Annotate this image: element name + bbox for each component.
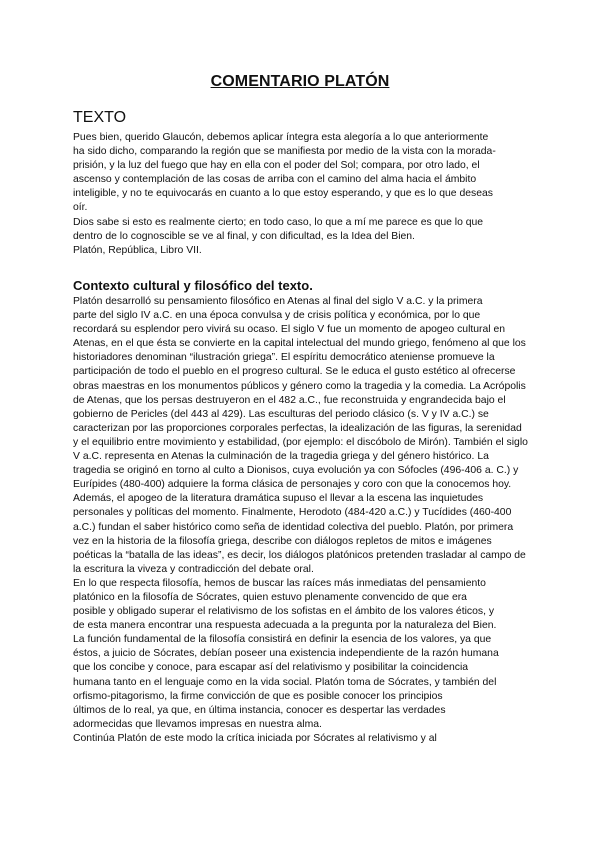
text-line: parte del siglo IV a.C. en una época convulsa y de crisis política y económica, por lo que — [73, 310, 481, 322]
text-line: Atenas, en el que ésta se convierte en la capital intelectual del mundo griego, fenómeno al que los — [73, 338, 526, 350]
document-title: COMENTARIO PLATÓN — [210, 73, 390, 90]
text-line: Continúa Platón de este modo la crítica iniciada por Sócrates al relativismo y al — [73, 732, 437, 744]
text-line: poéticas la “batalla de las ideas”, es decir, los diálogos platónicos pretenden trasladar al campo de — [73, 549, 526, 561]
contexto-paragraph — [73, 295, 543, 746]
text-line: personales y políticas del momento. Finalmente, Herodoto (484-420 a.C.) y Tucídides (460-400 — [73, 507, 512, 519]
text-line: orfismo-pitagorismo, la firme convicción de que es posible conocer los principios — [73, 690, 443, 702]
text-line: gobierno de Pericles (del 443 al 429). Las esculturas del periodo clásico (s. V y IV a.C.) se — [73, 408, 489, 420]
text-line: éstos, a juicio de Sócrates, debían poseer una existencia independiente de la razón humana — [73, 648, 499, 660]
text-line: obras maestras en los monumentos públicos y género como la tragedia y la comedia. La Acrópolis — [73, 380, 526, 392]
text-line: En lo que respecta filosofía, hemos de buscar las raíces más inmediatas del pensamiento — [73, 577, 486, 589]
text-line: oír. — [73, 202, 88, 214]
text-line: historiadores denominan “ilustración griega”. El espíritu democrático ateniense promueve la — [73, 352, 495, 364]
text-line: humana tanto en el lenguaje como en la vida social. Platón toma de Sócrates, y también del — [73, 676, 497, 688]
text-line: recordará su esplendor pero vivirá su ocaso. El siglo V fue un momento de apogeo cultural en — [73, 324, 506, 336]
text-line: V a.C. representa en Atenas la culminación de la tragedia griega y del género histórico. La — [73, 451, 489, 463]
text-line: ha sido dicho, comparando la región que se manifiesta por medio de la vista con la morada- — [73, 146, 496, 158]
text-line: Además, el apogeo de la literatura dramática supuso el llevar a la escena las inquietudes — [73, 493, 484, 505]
text-line: inteligible, y no te equivocarás en cuanto a lo que estoy esperando, y que es lo que deseas — [73, 188, 493, 200]
text-line: La función fundamental de la filosofía consistirá en definir la esencia de los valores, ya que — [73, 634, 492, 646]
text-line: Platón desarrolló su pensamiento filosófico en Atenas al final del siglo V a.C. y la primera — [73, 296, 483, 307]
text-line: platónico en la filosofía de Sócrates, quien estuvo plenamente convencido de que era — [73, 591, 467, 603]
text-line: la escritura la viveza y contradicción del debate oral. — [73, 563, 314, 575]
text-line: vez en la historia de la filosofía griega, describe con diálogos repletos de mitos e imágenes — [73, 535, 492, 547]
section-heading-texto: TEXTO — [73, 109, 127, 126]
text-line: y el equilibrio entre movimiento y estabilidad, (por ejemplo: el discóbolo de Mirón). También el siglo — [73, 436, 528, 448]
texto-paragraph — [73, 131, 543, 258]
text-line: caracterizan por las proporciones corporales perfectas, la idealización de las figuras, la serenidad — [73, 422, 522, 434]
text-line: adormecidas que llevamos impresas en nuestra alma. — [73, 718, 322, 730]
text-line: ascenso y contemplación de las cosas de arriba con el camino del alma hacia el ámbito — [73, 174, 477, 186]
text-line: de Atenas, que los persas destruyeron en el 482 a.C., fue reconstruida y engrandecida bajo el — [73, 394, 506, 406]
text-line: Eurípides (480-400) adquiere la forma clásica de personajes y coro con que la conocemos hoy. — [73, 479, 512, 491]
text-line: Dios sabe si esto es realmente cierto; en todo caso, lo que a mí me parece es que lo que — [73, 216, 484, 228]
section-heading-contexto: Contexto cultural y filosófico del texto. — [73, 278, 313, 293]
text-line: Pues bien, querido Glaucón, debemos aplicar íntegra esta alegoría a lo que anteriormente — [73, 132, 489, 143]
text-line: Platón, República, Libro VII. — [73, 244, 202, 256]
text-line: posible y obligado superar el relativismo de los sofistas en el ámbito de los valores éticos, y — [73, 606, 495, 618]
text-line: dentro de lo cognoscible se ve al final, y con dificultad, es la Idea del Bien. — [73, 230, 415, 242]
text-line: que los concibe y conoce, para escapar así del relativismo y posibilitar la coincidencia — [73, 662, 469, 674]
text-line: de esta manera encontrar una respuesta adecuada a la pregunta por la naturaleza del Bien. — [73, 620, 497, 632]
text-line: últimos de lo real, ya que, en última instancia, conocer es despertar las verdades — [73, 704, 446, 716]
text-line: prisión, y la luz del fuego que hay en ella con el poder del Sol; compara, por otro lado, el — [73, 160, 480, 172]
text-line: participación de todo el pueblo en el progreso cultural. Se le educa el gusto estético al ofrecerse — [73, 366, 516, 378]
text-line: a.C.) fundan el saber histórico como seña de identidad colectiva del pueblo. Platón, por primera — [73, 521, 514, 533]
text-line: tragedia se originó en torno al culto a Dionisos, cuya evolución ya con Sófocles (496-406 a. C.) y — [73, 465, 519, 477]
